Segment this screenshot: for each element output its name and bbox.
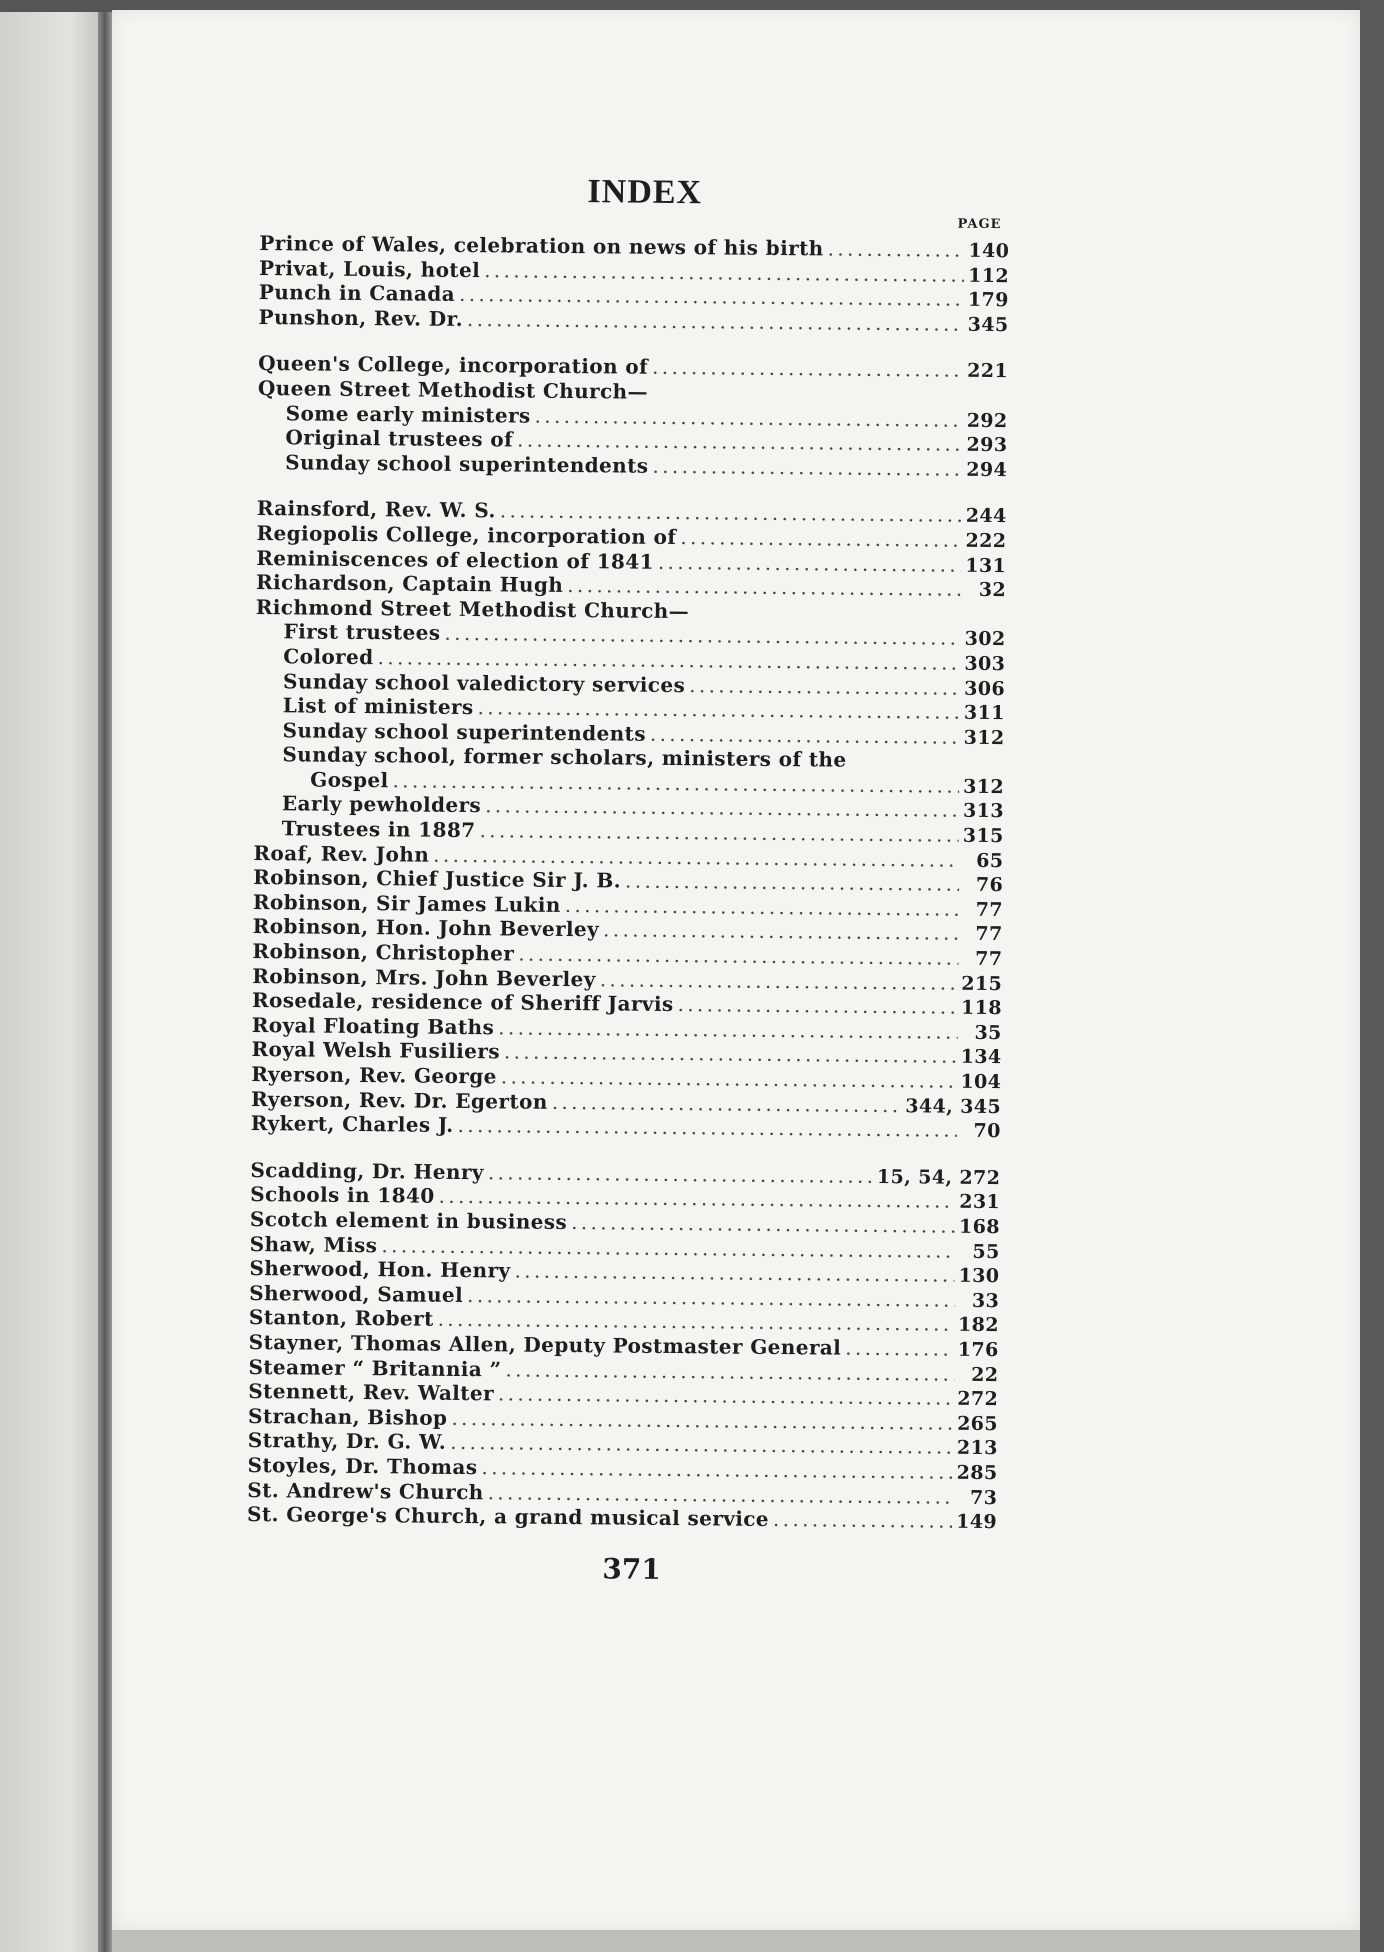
- entry-label: St. George's Church, a grand musical service: [246, 1502, 770, 1532]
- entry-page-number: 118: [961, 996, 1003, 1020]
- entry-page-number: 35: [974, 1021, 1002, 1044]
- entry-label: Ryerson, Rev. George: [251, 1061, 497, 1089]
- entry-label: Robinson, Mrs. John Beverley: [252, 963, 596, 991]
- entry-label: Privat, Louis, hotel: [258, 255, 481, 282]
- entry-label: Shaw, Miss: [249, 1231, 378, 1257]
- entry-page-number: 168: [958, 1215, 1000, 1239]
- dot-leader: [677, 992, 957, 1019]
- entry-label: Scotch element in business: [249, 1206, 568, 1234]
- entry-label: Robinson, Hon. John Beverley: [252, 914, 600, 942]
- entry-label: First trustees: [283, 619, 441, 646]
- entry-label: Sherwood, Hon. Henry: [249, 1256, 511, 1283]
- entry-label: Regiopolis College, incorporation of: [256, 520, 677, 549]
- entry-label: Punshon, Rev. Dr.: [258, 304, 464, 331]
- dot-leader: [467, 307, 964, 336]
- entry-page-number: 306: [964, 677, 1006, 700]
- entry-label: Scadding, Dr. Henry: [250, 1157, 485, 1184]
- entry-label: Stoyles, Dr. Thomas: [247, 1452, 478, 1480]
- entry-page-number: 213: [956, 1437, 998, 1460]
- dot-leader: [652, 355, 963, 382]
- entry-label: Strachan, Bishop: [247, 1403, 448, 1430]
- dot-leader: [680, 525, 961, 552]
- dot-leader: [565, 893, 959, 921]
- entry-label: Sunday school superintendents: [285, 450, 649, 478]
- entry-page-number: 104: [960, 1070, 1002, 1094]
- entry-page-number: 15, 54, 272: [876, 1165, 1001, 1189]
- entry-page-number: 33: [971, 1289, 1000, 1312]
- dot-leader: [625, 869, 959, 896]
- entry-page-number: 292: [966, 409, 1008, 432]
- dot-leader: [498, 1015, 958, 1043]
- dot-leader: [571, 1210, 955, 1238]
- page-column-label: PAGE: [957, 216, 1002, 233]
- dot-leader: [603, 918, 959, 945]
- dot-leader: [850, 767, 960, 768]
- entry-page-number: 22: [971, 1363, 999, 1386]
- dot-leader: [505, 1357, 954, 1385]
- entry-label: Some early ministers: [285, 400, 531, 428]
- entry-page-number: 77: [975, 923, 1003, 946]
- dot-leader: [693, 618, 962, 621]
- entry-page-number: 293: [966, 433, 1008, 457]
- facing-page-edge: [0, 12, 98, 1952]
- entry-page-number: 112: [968, 264, 1010, 287]
- entry-label: Steamer “ Britannia ”: [248, 1354, 502, 1381]
- entry-label: Sunday school, former scholars, ministers of the: [282, 742, 847, 772]
- entry-label: Sunday school superintendents: [282, 717, 647, 746]
- entry-page-number: 344, 345: [905, 1094, 1002, 1118]
- entry-page-number: 134: [960, 1046, 1002, 1069]
- index-group: [257, 351, 1008, 481]
- dot-leader: [534, 403, 962, 431]
- entry-page-number: 140: [968, 239, 1010, 263]
- dot-leader: [773, 1507, 952, 1533]
- entry-page-number: 221: [967, 360, 1009, 383]
- entry-label: List of ministers: [282, 693, 474, 720]
- entry-page-number: 315: [962, 824, 1004, 848]
- dot-leader: [828, 236, 965, 261]
- entry-page-number: 32: [978, 579, 1007, 602]
- entry-page-number: 131: [965, 554, 1007, 577]
- page-number: 371: [602, 1552, 661, 1586]
- entry-label: Robinson, Chief Justice Sir J. B.: [253, 865, 622, 893]
- entry-page-number: 65: [976, 849, 1004, 872]
- entry-label: Original trustees of: [285, 425, 514, 452]
- entry-label: Stayner, Thomas Allen, Deputy Postmaster General: [248, 1329, 842, 1360]
- entry-page-number: 149: [956, 1510, 998, 1534]
- index-group: [247, 1158, 1001, 1534]
- entry-page-number: 285: [956, 1461, 998, 1485]
- dot-leader: [500, 499, 962, 527]
- dot-leader: [501, 1064, 957, 1092]
- index-group: [251, 496, 1007, 1143]
- entry-label: Queen's College, incorporation of: [258, 351, 649, 380]
- page-title: INDEX: [587, 173, 703, 212]
- entry-page-number: 312: [963, 726, 1005, 749]
- entry-label: Richmond Street Methodist Church—: [255, 594, 690, 623]
- entry-label: Colored: [283, 644, 374, 670]
- dot-leader: [517, 428, 963, 456]
- dot-leader: [457, 1113, 956, 1142]
- entry-page-number: 77: [975, 898, 1004, 922]
- dot-leader: [498, 1381, 954, 1409]
- entry-label: Rainsford, Rev. W. S.: [256, 496, 496, 523]
- entry-label: Gospel: [310, 767, 389, 793]
- dot-leader: [518, 942, 958, 970]
- entry-label: Reminiscences of election of 1841: [256, 545, 655, 574]
- entry-page-number: 179: [967, 288, 1009, 312]
- entry-page-number: 244: [965, 505, 1007, 528]
- entry-label: Schools in 1840: [250, 1182, 435, 1209]
- entry-label: Punch in Canada: [258, 280, 456, 307]
- dot-leader: [504, 1040, 957, 1068]
- entry-label: Stennett, Rev. Walter: [248, 1379, 495, 1406]
- dot-leader: [845, 1336, 954, 1361]
- entry-label: Roaf, Rev. John: [253, 840, 430, 867]
- entry-page-number: 312: [963, 775, 1005, 799]
- dot-leader: [652, 399, 964, 402]
- scan-bottom-edge: [112, 1930, 1360, 1952]
- entry-page-number: 182: [957, 1314, 1000, 1337]
- entry-page-number: 130: [958, 1264, 1000, 1288]
- dot-leader: [485, 794, 959, 823]
- entry-label: Robinson, Christopher: [252, 938, 515, 966]
- index-content: [246, 170, 1010, 1589]
- entry-page-number: 77: [975, 947, 1003, 971]
- entry-page-number: 70: [973, 1120, 1001, 1143]
- dot-leader: [552, 1089, 902, 1116]
- entry-label: Robinson, Sir James Lukin: [252, 889, 561, 917]
- entry-label: Sherwood, Samuel: [249, 1280, 464, 1307]
- entry-label: Royal Floating Baths: [251, 1012, 495, 1040]
- index-group: [258, 231, 1009, 337]
- entry-page-number: 345: [967, 313, 1009, 336]
- dot-leader: [658, 549, 962, 576]
- entry-label: Trustees in 1887: [281, 816, 476, 843]
- entry-page-number: 215: [961, 972, 1003, 995]
- entry-label: Royal Welsh Fusiliers: [251, 1037, 501, 1064]
- entry-label: Rykert, Charles J.: [250, 1111, 454, 1138]
- entry-label: Prince of Wales, celebration on news of his birth: [259, 230, 824, 261]
- entry-page-number: 302: [964, 628, 1006, 651]
- entry-page-number: 303: [964, 652, 1006, 676]
- entry-page-number: 73: [969, 1486, 998, 1509]
- entry-label: Stanton, Robert: [248, 1305, 434, 1332]
- entry-label: Rosedale, residence of Sheriff Jarvis: [251, 988, 674, 1017]
- entry-label: Strathy, Dr. G. W.: [247, 1428, 447, 1455]
- entry-label: Richardson, Captain Hugh: [255, 570, 564, 598]
- dot-leader: [488, 1160, 873, 1188]
- entry-label: Early pewholders: [281, 791, 482, 818]
- entry-label: Queen Street Methodist Church—: [257, 375, 649, 404]
- entry-page-number: 272: [957, 1387, 999, 1411]
- entry-label: St. Andrew's Church: [247, 1477, 484, 1504]
- entry-page-number: 176: [957, 1338, 999, 1362]
- entry-page-number: 222: [965, 529, 1007, 553]
- entry-label: Sunday school valedictory services: [282, 668, 686, 697]
- entry-page-number: 311: [963, 701, 1005, 725]
- entry-page-number: 76: [975, 874, 1004, 897]
- scan-right-edge: [1360, 0, 1384, 1952]
- book-gutter: [98, 12, 112, 1952]
- dot-leader: [488, 1480, 954, 1508]
- entry-page-number: 294: [966, 458, 1008, 481]
- dot-leader: [481, 1455, 952, 1484]
- entry-label: Ryerson, Rev. Dr. Egerton: [250, 1086, 548, 1114]
- entry-page-number: 55: [972, 1240, 1000, 1263]
- entry-page-number: 265: [957, 1412, 999, 1435]
- dot-leader: [514, 1259, 954, 1287]
- dot-leader: [567, 573, 962, 601]
- entry-page-number: 313: [962, 800, 1004, 823]
- dot-leader: [650, 721, 960, 748]
- dot-leader: [600, 967, 958, 994]
- dot-leader: [652, 454, 962, 481]
- index-entries: [247, 231, 1009, 1534]
- dot-leader: [689, 673, 960, 700]
- entry-page-number: 231: [959, 1191, 1001, 1214]
